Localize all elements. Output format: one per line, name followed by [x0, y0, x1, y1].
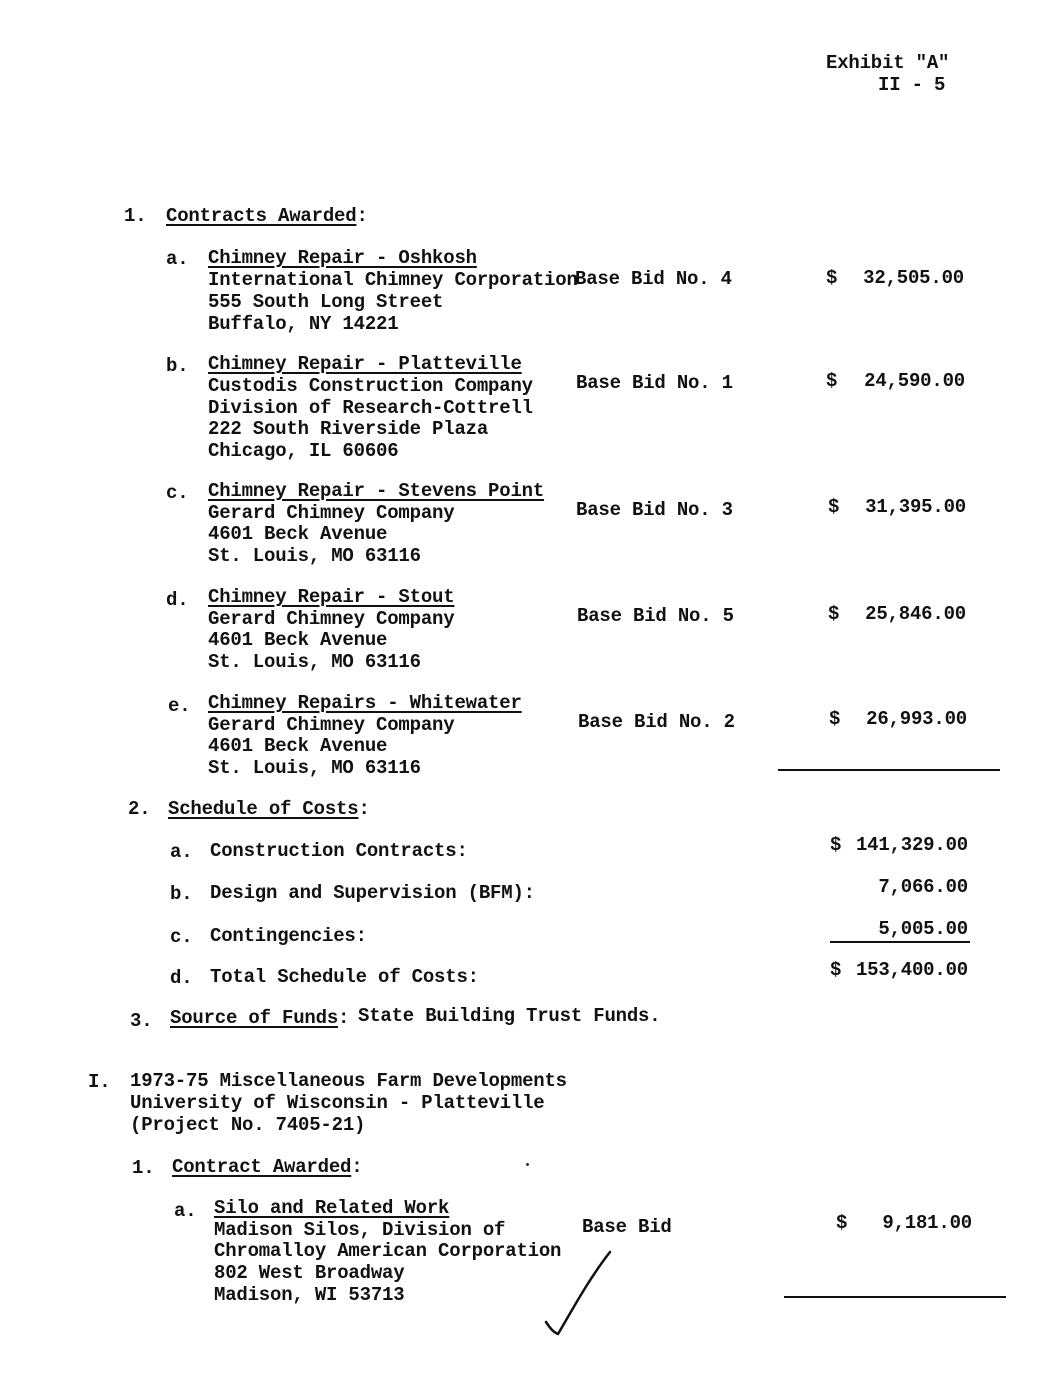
contract-c-letter: c. [166, 482, 189, 504]
project-number: I. [88, 1071, 111, 1093]
contract-c-city: St. Louis, MO 63116 [208, 545, 421, 567]
cost-d-letter: d. [170, 967, 193, 989]
section1-heading: Contracts Awarded: [166, 205, 368, 227]
cost-d-amount: 153,400.00 [855, 959, 968, 981]
contract-c-address: 4601 Beck Avenue [208, 523, 388, 545]
contract-d-address: 4601 Beck Avenue [208, 629, 388, 651]
stray-mark [526, 1163, 529, 1166]
silo-total-rule [784, 1296, 1006, 1298]
contract-d-amount: 25,846.00 [865, 603, 966, 625]
contract-a-amount: 32,505.00 [863, 267, 964, 289]
contract-a-currency: $ [826, 267, 838, 289]
contract-a-city: Buffalo, NY 14221 [208, 313, 399, 335]
contract-b-division: Division of Research-Cottrell [208, 397, 533, 419]
contract-d-city: St. Louis, MO 63116 [208, 651, 421, 673]
contract-d-contractor: Gerard Chimney Company [208, 608, 455, 630]
contract-e-bid: Base Bid No. 2 [578, 711, 735, 733]
silo-bid: Base Bid [582, 1216, 672, 1238]
page-number: II - 5 [878, 74, 946, 96]
checkmark-icon [540, 1248, 620, 1348]
total-rule [830, 941, 970, 943]
contract-d-title: Chimney Repair - Stout [208, 586, 455, 608]
cost-b-letter: b. [170, 883, 193, 905]
silo-address: 802 West Broadway [214, 1262, 405, 1284]
contract-a-letter: a. [166, 248, 189, 270]
silo-contractor: Madison Silos, Division of [214, 1219, 506, 1241]
contract-b-contractor: Custodis Construction Company [208, 375, 533, 397]
contract-e-letter: e. [168, 695, 191, 717]
contract-d-letter: d. [166, 589, 189, 611]
contract-c-contractor: Gerard Chimney Company [208, 502, 455, 524]
section3-value: State Building Trust Funds. [358, 1005, 661, 1027]
contract-b-currency: $ [826, 370, 838, 392]
cost-a-currency: $ [830, 834, 842, 856]
silo-corporation: Chromalloy American Corporation [214, 1240, 562, 1262]
cost-c-label: Contingencies: [210, 925, 367, 947]
silo-letter: a. [174, 1200, 197, 1222]
contract-c-title: Chimney Repair - Stevens Point [208, 480, 545, 502]
contract-e-currency: $ [829, 708, 841, 730]
contract-d-bid: Base Bid No. 5 [577, 605, 734, 627]
contract-d-currency: $ [828, 603, 840, 625]
project-id: (Project No. 7405-21) [130, 1114, 366, 1136]
section3-number: 3. [130, 1010, 153, 1032]
project-title: 1973-75 Miscellaneous Farm Developments [130, 1070, 567, 1092]
contract-b-title: Chimney Repair - Platteville [208, 353, 522, 375]
project-sub-number: 1. [132, 1157, 155, 1179]
contract-e-address: 4601 Beck Avenue [208, 735, 388, 757]
cost-c-amount: 5,005.00 [878, 918, 968, 940]
subtotal-rule [778, 769, 1000, 771]
silo-currency: $ [836, 1212, 848, 1234]
cost-a-label: Construction Contracts: [210, 840, 468, 862]
cost-d-label: Total Schedule of Costs: [210, 966, 479, 988]
contract-c-bid: Base Bid No. 3 [576, 499, 733, 521]
contract-b-city: Chicago, IL 60606 [208, 440, 399, 462]
silo-amount: 9,181.00 [882, 1212, 972, 1234]
silo-title: Silo and Related Work [214, 1197, 450, 1219]
contract-a-address: 555 South Long Street [208, 291, 444, 313]
section2-number: 2. [128, 798, 151, 820]
exhibit-label: Exhibit "A" [826, 52, 950, 74]
contract-b-address: 222 South Riverside Plaza [208, 418, 489, 440]
contract-e-contractor: Gerard Chimney Company [208, 714, 455, 736]
cost-c-letter: c. [170, 926, 193, 948]
section1-number: 1. [124, 205, 147, 227]
project-sub-heading: Contract Awarded: [172, 1156, 363, 1178]
contract-e-city: St. Louis, MO 63116 [208, 757, 421, 779]
contract-c-currency: $ [828, 496, 840, 518]
cost-a-amount: 141,329.00 [855, 834, 968, 856]
contract-b-amount: 24,590.00 [864, 370, 965, 392]
cost-d-currency: $ [830, 959, 842, 981]
cost-b-label: Design and Supervision (BFM): [210, 882, 535, 904]
cost-a-letter: a. [170, 841, 193, 863]
cost-b-amount: 7,066.00 [878, 876, 968, 898]
contract-e-amount: 26,993.00 [866, 708, 967, 730]
project-university: University of Wisconsin - Platteville [130, 1092, 545, 1114]
contract-a-contractor: International Chimney Corporation [208, 269, 578, 291]
contract-c-amount: 31,395.00 [865, 496, 966, 518]
section3-heading: Source of Funds: [170, 1007, 350, 1029]
contract-e-title: Chimney Repairs - Whitewater [208, 692, 522, 714]
contract-b-letter: b. [166, 355, 189, 377]
contract-a-bid: Base Bid No. 4 [575, 268, 732, 290]
contract-a-title: Chimney Repair - Oshkosh [208, 247, 477, 269]
silo-city: Madison, WI 53713 [214, 1284, 405, 1306]
contract-b-bid: Base Bid No. 1 [576, 372, 733, 394]
section2-heading: Schedule of Costs: [168, 798, 370, 820]
